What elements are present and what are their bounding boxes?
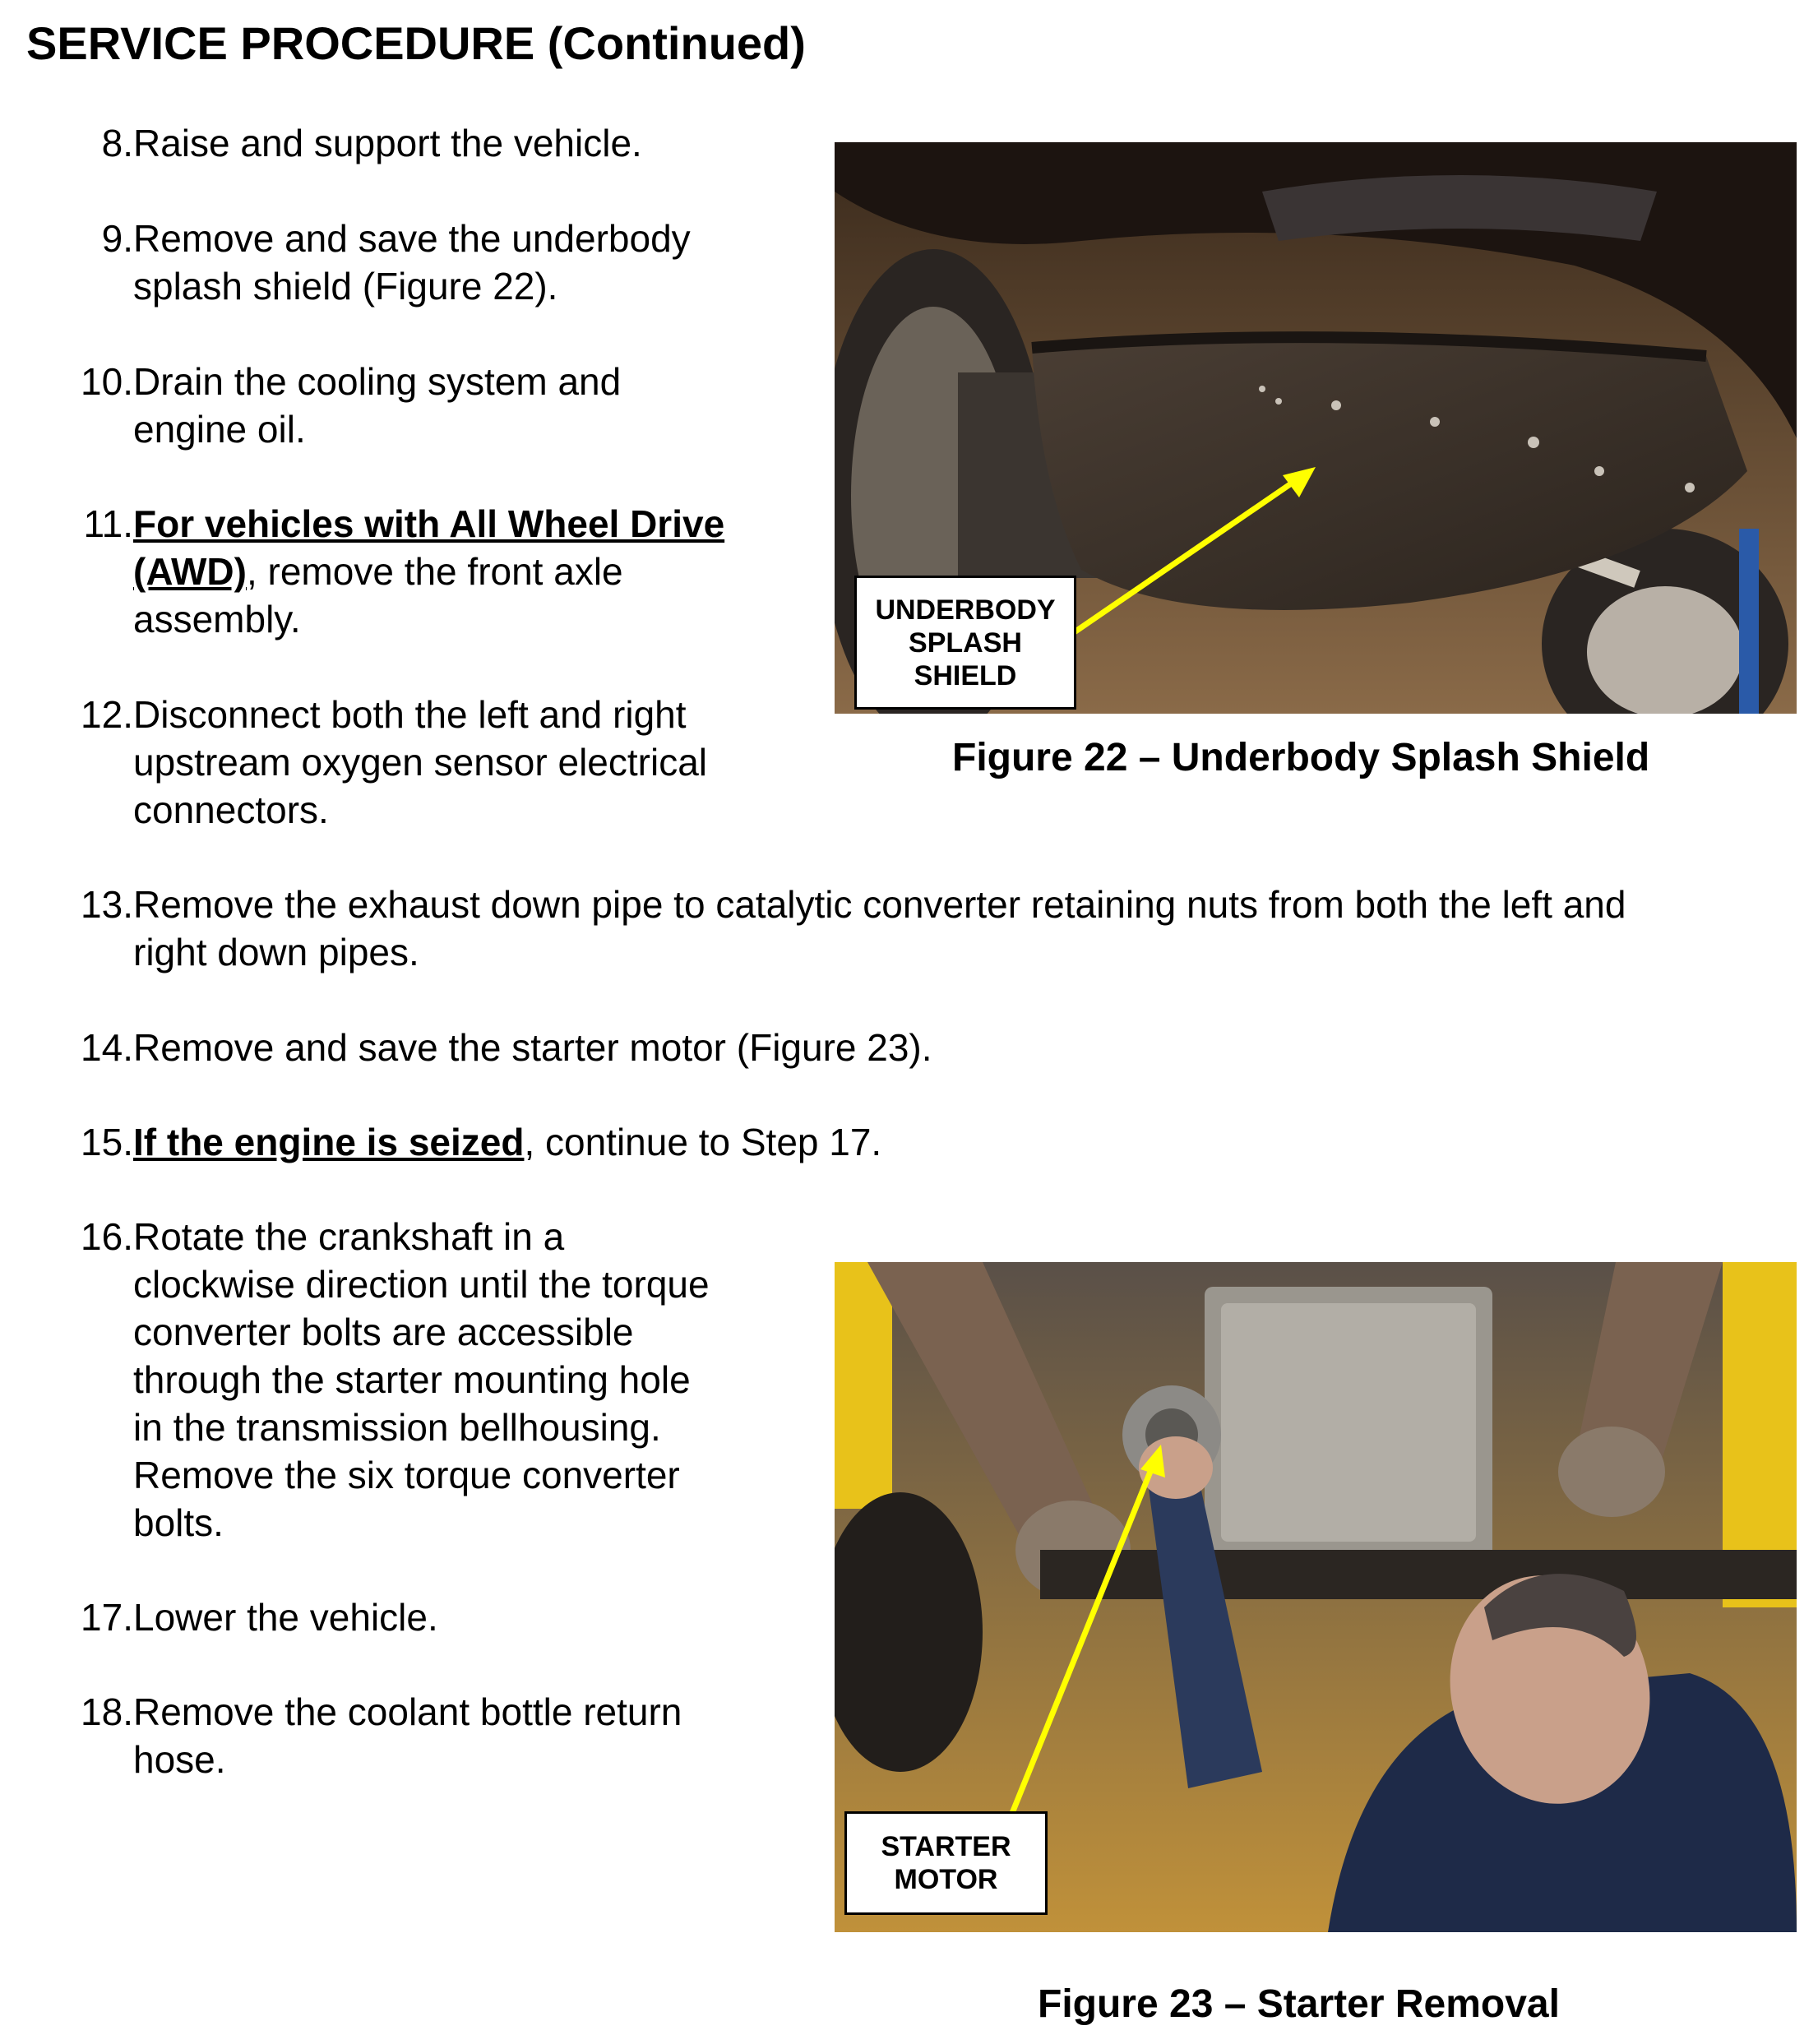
starter-motor-callout [844, 1811, 1048, 1915]
figure-22-caption: Figure 22 – Underbody Splash Shield [952, 736, 1650, 779]
step-text: , remove the front axle [246, 550, 623, 593]
step-text: Raise and support the vehicle. [133, 122, 642, 164]
step-text-line: Remove and save the underbody [133, 217, 691, 260]
step-text-line: in the transmission bellhousing. [133, 1406, 661, 1449]
step-13 [81, 881, 1626, 976]
callout-line: SPLASH [909, 627, 1022, 659]
step-number: 10. [81, 360, 133, 403]
step-number: 12. [81, 693, 133, 736]
step-text-line: Remove the six torque converter [133, 1454, 680, 1496]
step-17 [81, 1593, 438, 1641]
step-number: 14. [81, 1026, 133, 1069]
step-text: Lower the vehicle. [133, 1596, 438, 1639]
step-9 [101, 215, 691, 310]
step-11 [83, 500, 725, 643]
step-number: 8. [101, 122, 133, 164]
step-12 [81, 691, 707, 834]
callout-line: MOTOR [894, 1864, 998, 1895]
step-number: 15. [81, 1121, 133, 1163]
step-number: 9. [101, 217, 133, 260]
step-8 [101, 119, 642, 167]
step-text-line: converter bolts are accessible [133, 1311, 634, 1353]
step-text-line: hose. [133, 1738, 226, 1781]
callout-line: UNDERBODY [875, 594, 1056, 626]
step-text-line: splash shield (Figure 22). [133, 265, 558, 308]
step-text-line: through the starter mounting hole [133, 1358, 691, 1401]
figure-23-caption: Figure 23 – Starter Removal [1038, 1982, 1560, 2026]
page-heading: SERVICE PROCEDURE (Continued) [26, 17, 806, 69]
step-14 [81, 1024, 932, 1071]
step-16 [81, 1213, 710, 1547]
step-text-line: Drain the cooling system and [133, 360, 622, 403]
step-text: , continue to Step 17. [524, 1121, 882, 1163]
step-text-line: Disconnect both the left and right [133, 693, 687, 736]
awd-condition-line1: For vehicles with All Wheel Drive [133, 502, 725, 545]
step-text: Remove and save the starter motor (Figure 23). [133, 1026, 932, 1069]
step-text-line: right down pipes. [133, 931, 419, 973]
step-18 [81, 1688, 682, 1783]
step-10 [81, 358, 622, 453]
step-number: 13. [81, 883, 133, 926]
underbody-splash-shield-callout [854, 576, 1076, 710]
awd-condition-line2: (AWD) [133, 550, 247, 593]
seized-condition: If the engine is seized [133, 1121, 525, 1163]
step-text-line: Remove the exhaust down pipe to catalytic converter retaining nuts from both the left and [133, 883, 1626, 926]
step-text-line: Remove the coolant bottle return [133, 1690, 682, 1733]
step-number: 17. [81, 1596, 133, 1639]
step-number: 16. [81, 1215, 133, 1258]
callout-line: SHIELD [914, 659, 1017, 691]
step-15 [81, 1118, 882, 1166]
step-number: 11. [83, 502, 133, 545]
step-number: 18. [81, 1690, 133, 1733]
step-text-line: engine oil. [133, 408, 306, 451]
step-text-line: clockwise direction until the torque [133, 1263, 710, 1306]
step-text-line: upstream oxygen sensor electrical [133, 741, 707, 784]
step-text-line: assembly. [133, 598, 301, 640]
step-text-line: connectors. [133, 788, 329, 831]
step-text-line: Rotate the crankshaft in a [133, 1215, 565, 1258]
callout-line: STARTER [881, 1831, 1011, 1862]
step-text-line: bolts. [133, 1501, 224, 1544]
